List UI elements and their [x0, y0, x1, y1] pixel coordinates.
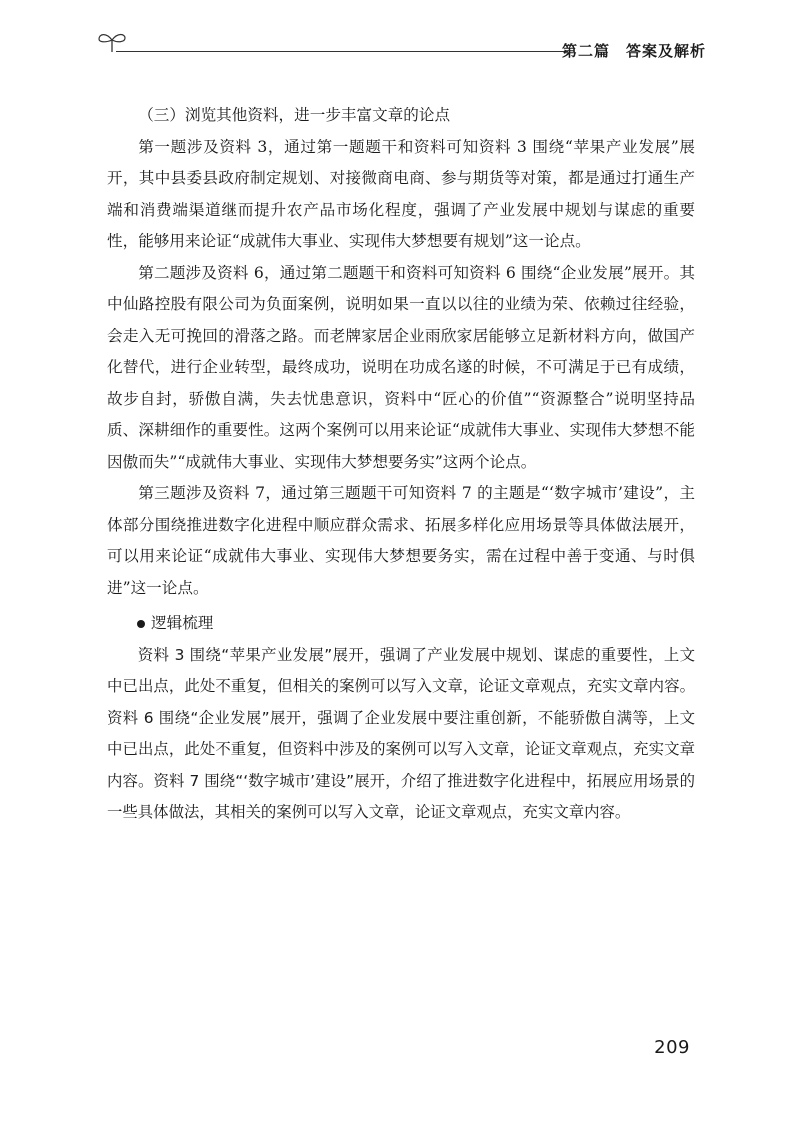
- paragraph-material-6: 第二题涉及资料 6，通过第二题题干和资料可知资料 6 围绕“企业发展”展开。其中仙路控股有限公司为负面案例，说明如果一直以以往的业绩为荣、依赖过往经验，会走入无可挽回的滑落之路。而老牌家居企业雨欣家居能够立足新材料方向，做国产化替代，进行企业转型，最终成功，说明在功成名遂的时候，不可满足于已有成绩，故步自封，骄傲自满，失去忧患意识，资料中“匠心的价值”“资源整合”说明坚持品质、深耕细作的重要性。这两个案例可以用来论证“成就伟大事业、实现伟大梦想不能因傲而失”“成就伟大事业、实现伟大梦想要务实”这两个论点。: [107, 263, 695, 471]
- paragraph-material-3: 第一题涉及资料 3，通过第一题题干和资料可知资料 3 围绕“苹果产业发展”展开，其中县委县政府制定规划、对接微商电商、参与期货等对策，都是通过打通生产端和消费端渠道继而提升农产品市场化程度，强调了产业发展中规划与谋虑的重要性，能够用来论证“成就伟大事业、实现伟大梦想要有规划”这一论点。: [107, 137, 695, 250]
- bullet-icon: [137, 620, 145, 628]
- page-header: [96, 28, 706, 68]
- logic-heading: [107, 608, 695, 640]
- logic-heading-text: 逻辑梳理: [151, 614, 214, 632]
- section-title: 第二篇 答案及解析: [561, 42, 706, 60]
- page-number: 209: [654, 1037, 690, 1058]
- logic-paragraph: 资料 3 围绕“苹果产业发展”展开，强调了产业发展中规划、谋虑的重要性，上文中已出点，此处不重复，但相关的案例可以写入文章，论证文章观点，充实文章内容。资料 6 围绕“企业发展”展开，强调了企业发展中要注重创新，不能骄傲自满等，上文中已出点，此处不重复，但资料中涉及的案例可以写入文章，论证文章观点，充实文章内容。资料 7 围绕“‘数字城市’建设”展开，介绍了推进数字化进程中，拓展应用场景的一些具体做法，其相关的案例可以写入文章，论证文章观点，充实文章内容。: [107, 645, 695, 821]
- paragraph-material-7: 第三题涉及资料 7，通过第三题题干可知资料 7 的主题是“‘数字城市’建设”，主体部分围绕推进数字化进程中顺应群众需求、拓展多样化应用场景等具体做法展开，可以用来论证“成就伟大事业、实现伟大梦想要务实，需在过程中善于变通、与时俱进”这一论点。: [107, 484, 695, 597]
- header-rule: [116, 51, 568, 52]
- subsection-heading: （三）浏览其他资料，进一步丰富文章的论点: [138, 106, 451, 124]
- page-body: [107, 100, 695, 829]
